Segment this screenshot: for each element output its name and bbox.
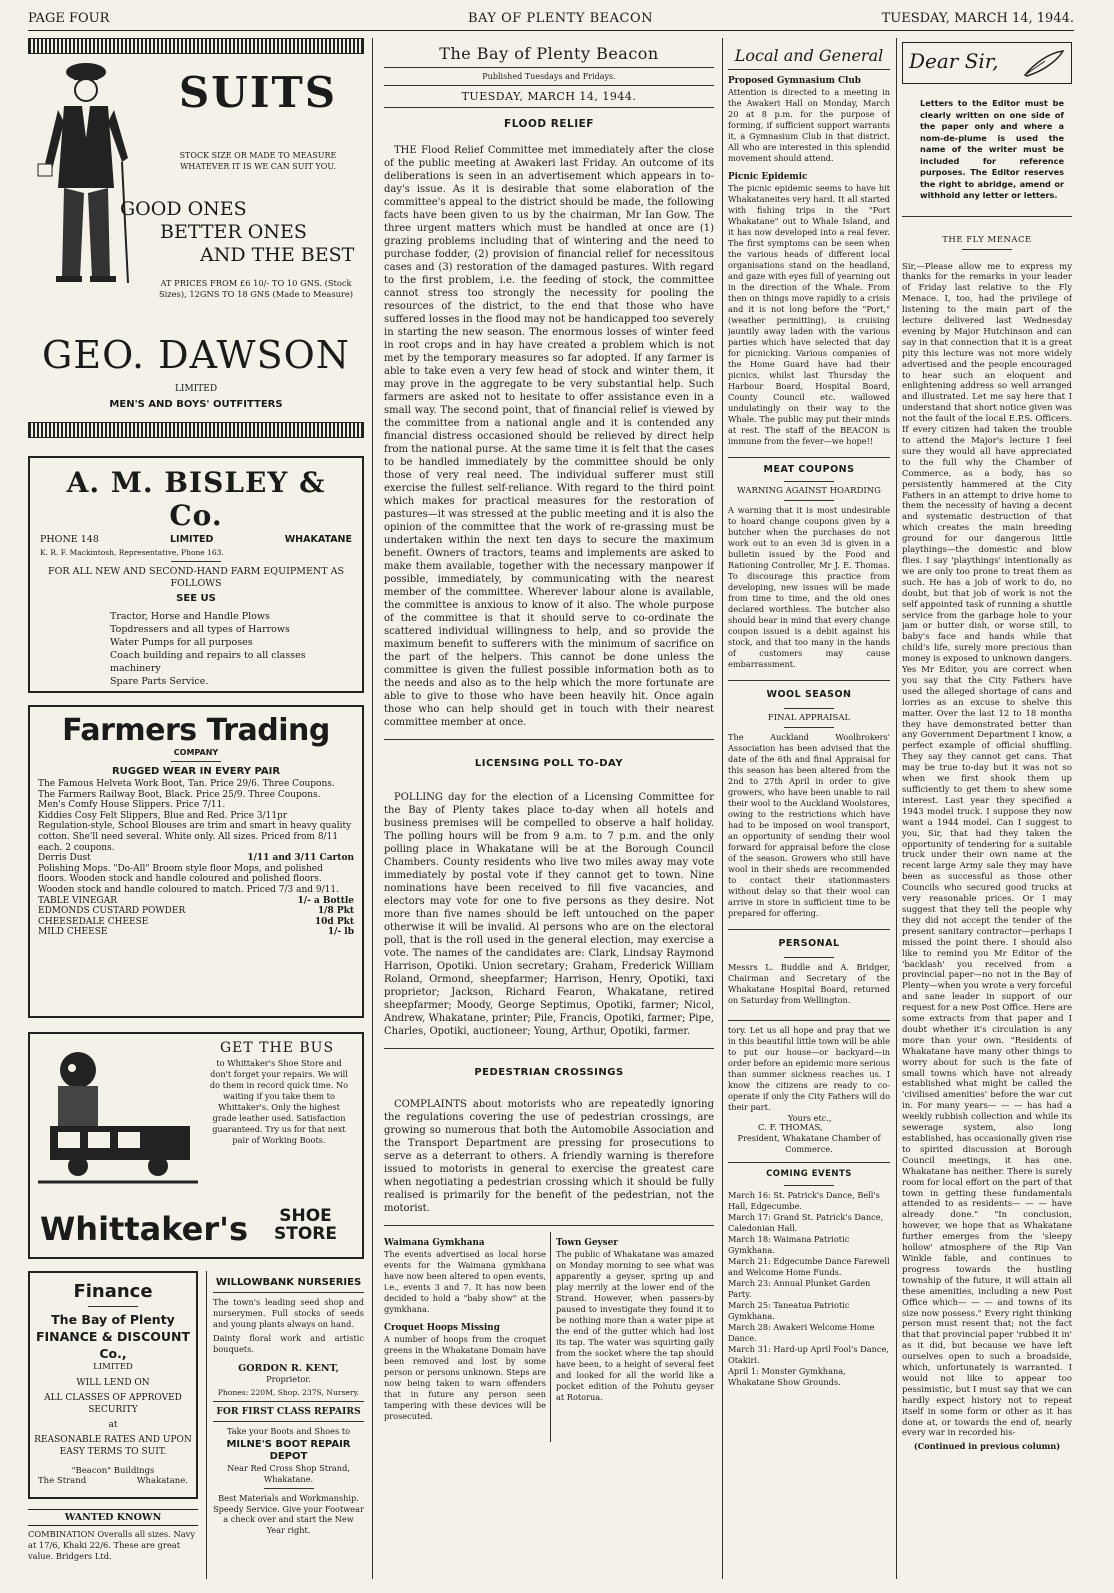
wanted-body: COMBINATION Overalls all sizes. Navy at 17/6, Khaki 22/6. These are great value. Bridgers Ltd. <box>28 1529 196 1561</box>
event-item: March 28: Awakeri Welcome Home Dance. <box>728 1322 875 1343</box>
finance-advert <box>28 1271 198 1499</box>
fly-menace-title: THE FLY MENACE <box>942 234 1032 245</box>
prices-text: AT PRICES FROM £6 10/- TO 10 GNS. (Stock Sizes), 12GNS TO 18 GNS (Made to Measure) <box>158 278 354 299</box>
gym-body: Attention is directed to a meeting in the Awakeri Hall on Monday, March 20 at 8 p.m. for the purpose of forming, if sufficient support warrants it, a Gymnasium Club in that district. All who are interested in this splendid movement should attend. <box>728 87 890 163</box>
bisley-town: WHAKATANE <box>284 534 352 545</box>
flood-relief-title: FLOOD RELIEF <box>504 118 594 130</box>
letter-signature: C. F. THOMAS, <box>758 1123 823 1133</box>
finance-title: Finance <box>73 1281 153 1302</box>
farmers-name: Farmers Trading <box>62 713 330 748</box>
bisley-rep: K. R. F. Mackintosh, Representative, Phone 163. <box>40 548 224 557</box>
column-rule <box>372 38 373 1579</box>
list-item <box>38 896 354 907</box>
continued-note: (Continued in previous column) <box>913 1441 1061 1452</box>
finance-street: The Strand <box>38 1476 87 1486</box>
willowbank-floral: Dainty floral work and artistic bouquets. <box>213 1333 364 1354</box>
list-item <box>38 906 354 917</box>
list-item: Tractor, Horse and Handle Plows <box>110 611 270 622</box>
willowbank-prop: Proprietor. <box>266 1374 311 1384</box>
meat-body: A warning that it is most undesirable to hoard change coupons given by a butcher when the purchases do not work out to an even 3d is given in a bulletin issued by the Food and Rationing Controller, Mr J. E. Thomas. To discourage this practice from developing, new issues will be made from time to time, and the old ones declared worthless. The butcher also should bear in mind that every change coupon issued is a debit against his stock, and that too many in the hands of customers may cause embarrassment. <box>728 505 890 669</box>
quill-pen-icon <box>1021 47 1067 79</box>
suits-title: SUITS <box>178 68 338 117</box>
list-item <box>38 927 354 938</box>
bisley-intro: FOR ALL NEW AND SECOND-HAND FARM EQUIPMENT AS FOLLOWS <box>48 566 344 589</box>
published-days: Published Tuesdays and Fridays. <box>482 72 616 81</box>
milne-body: Best Materials and Workmanship. Speedy Service. Give your Footwear a check over and start the New Year right. <box>213 1493 364 1535</box>
item-text: Derris Dust <box>38 853 91 864</box>
header-date: TUESDAY, MARCH 14, 1944. <box>881 11 1074 26</box>
finance-classes: ALL CLASSES OF APPROVED SECURITY <box>44 1393 182 1415</box>
fly-menace-body: Sir,—Please allow me to express my thanks for the remarks in your leader of Friday last relative to the Fly Menace. I, too, had the privilege of listening to the main part of the lecture delivered last Wednesday evening by Major Hutchinson and can say in that connection that it is a great pity this lecture was not more widely advertised and the people encouraged to hear such an eloquent and enlightening address so well arranged and illustrated. Let me say here that I understand that short notice given was not the fault of the local E.P.S. Officers. If every citizen had taken the trouble to attend the Major's lecture I feel sure they would all have appreciated to the full why the Chamber of Commerce, as a body, has so persistently hammered at the City Fathers in an attempt to drive home to them the necessity of having a decent and systematic destruction of that which creates the main breeding ground for our dangerous little playthings—the domestic and blow flies. I say 'playthings' intentionally as we are only too prone to treat them as such. He has a job of work to do, no doubt, but that job of work is not the self appointed task of running a shuttle service from the garbage hole to your jam or butter dish, or worse still, to baby's face and hands while that child's life, surely more precious than money is exposed to unknown dangers. Yes Mr Editor, you are correct when you say that the City Fathers have used the alleged shortage of cans and lorries as an excuse to shelve this matter. Over the last 12 to 18 months they have demonstrated better than any Government Department I know, a perfect example of official shuffling. They say they cannot get cans. That may be true to-day but it was not so when we first shook them up sufficiently to get them to shew some interest. Last year they specified a 1943 model truck. I suppose they now want a 1944 model. Can I suggest to you, Sir, that had they taken the opportunity of tendering for a suitable truck under their own name at the recent large Army sale they may have been as successful as those other Councils who secured good trucks at very reasonable prices. Or I may suggest that they tell the people why they did not accept the tender of the present sanitary contractor—perhaps I missed the point there. I should also like to remind you Mr Editor of the 'backlash' you received from a provincial paper—no not in the Bay of Plenty—when you wrote a very forceful and sane leader in support of our request for a new Post Office. Here are some extracts from that paper and I doubt whether it's circulation is any more than your own. "Residents of Whakatane have many other things to worry about for such is the fate of small towns which have not already established what might be called the 'civilised amenities' before the war cut in. For many years— — — has had a weekly rubbish collection and while its sewerage system, also long established, has occasionally given rise to spirited discussion at Borough Council meetings, it has one. Whakatane has neither. There is surely room for local effort on the part of that town in getting these fundamentals attended to as residents— — — have already done." "In conclusion, however, we hope that as Whakatane further emerges from the 'sleepy hollow' atmosphere of the Rip Van Winkle fable, and continues to progress towards the hustling township of the future, it will attain all these amenities, including a new Post Office which— — — and towns of its size now possess." Every right thinking person must resent that; not the fact that that provincial paper 'rubbed it in' as it did, but because we have left ourselves open to such a broadside, which, unfortunately is warranted. I would not like to appear too pessimistic, but I must say that we can hardly expect history not to repeat itself in some form or other as it has done at, or towards the end of, nearly every war in recorded his- <box>902 261 1072 1439</box>
stock-text: STOCK SIZE OR MADE TO MEASURE WHATEVER IT IS WE CAN SUIT YOU. <box>179 151 337 171</box>
list-item <box>38 864 354 896</box>
letters-note: Letters to the Editor must be clearly written on one side of the paper only and where a nom-de-plume is used the name of the writer must be included for reference purposes. The Editor reserves the right to abridge, amend or withhold any letter or letters. <box>920 98 1064 200</box>
dear-sir-banner <box>902 42 1072 84</box>
pedestrian-title: PEDESTRIAN CROSSINGS <box>474 1067 624 1078</box>
willowbank-owner: GORDON R. KENT, <box>238 1363 339 1374</box>
gym-title: Proposed Gymnasium Club <box>728 76 861 86</box>
flood-relief-body: THE Flood Relief Committee met immediately after the close of the public meeting at Awakeri last Friday. An outcome of its deliberations is seen in an advertisement which appears in to-day's issue. As it is desirable that some elaboration of the committee's appeal to the district should be made, the following facts have been given to us by the chairman, Mr Ian Gow. The three urgent matters which must be handled at once are (1) grazing problems including that of wintering and the need to purchase fodder, (2) provision of financial relief for necessitous cases and (3) restoration of the damaged pastures. With regard to the first problem, i.e. the feeding of stock, the committee cannot stress too strongly the necessity for pooling the resources of the district, to the end that those who have suffered losses in the flood may not be handicapped too severely in starting the new season. The enormous losses of winter feed in root crops and in hay have created a problem which is not met by the temporary measures so far adopted. If any farmer is able to take even a very few head of stock and winter them, it may prove in the aggregate to be very substantial help. Such farmers are asked not to hesitate to offer assistance even in a small way. The second point, that of financial relief is viewed by the committee from a national angle and it is contended any financial distress occasioned should be relieved by direct help from the national purse. At the same time it is felt that the cases to be handled immediately by the committee should be only those of very real need. The individual sufferer must still exercise the fullest self-reliance. With regard to the third point which makes for practical measures for the restoration of pastures—it was stressed at the public meeting and it is also the opinion of the committee that the work of re-grassing must be undertaken within the next ten days to secure the maximum benefit. Owners of tractors, teams and implements are asked to make them available, together with the necessary manpower if possible, immediately, by communicating with the nearest member of the committee. Wherever labour alone is available, the committee is anxious to know of it also. The whole purpose of the committee is that it should serve to co-ordinate the scattered individual willingness to help, and so provide the maximum benefit to sufferers with the minimum of sacrifice on the part of the helpers. This cannot be done unless the committee is given the fullest possible information both as to the needs and also as to the help which the more fortunate are able to give to those who have been heavily hit. Once again those who can help should get in touch with their nearest committee member at once. <box>384 145 714 728</box>
croquet-body: A number of hoops from the croquet greens in the Whakatane Domain have been removed and lost by some person or persons unknown. Steps are now being taken to warn offenders that in future any person seen tampering with these devices will be prosecuted. <box>384 1334 546 1421</box>
bisley-see: SEE US <box>176 593 216 604</box>
bisley-advert <box>28 456 364 693</box>
stripe-border <box>28 38 364 54</box>
editorial-date: TUESDAY, MARCH 14, 1944. <box>461 90 637 103</box>
finance-lend: WILL LEND ON <box>76 1378 150 1388</box>
shoe-man-icon <box>38 1042 198 1192</box>
bisley-name: A. M. BISLEY & Co. <box>66 466 326 532</box>
list-item: Coach building and repairs to all classes machinery <box>110 650 306 674</box>
list-item: Topdressers and all types of Harrows <box>110 624 290 635</box>
meat-title: MEAT COUPONS <box>763 464 855 475</box>
whittaker-store: STORE <box>274 1224 337 1244</box>
local-general-title: Local and General <box>734 46 884 65</box>
personal-body: Messrs L. Buddle and A. Bridger, Chairman and Secretary of the Whakatane Hospital Board, returned on Saturday from Wellington. <box>728 962 890 1005</box>
wool-sub: FINAL APPRAISAL <box>767 713 851 723</box>
waimana-body: The events advertised as local horse events for the Waimana gymkhana have now been altered to open events, i.e., events 3 and 7. It has now been decided to hold a "baby show" at the gymkhana. <box>384 1249 546 1314</box>
personal-title: PERSONAL <box>778 938 840 949</box>
dawson-advert <box>28 38 364 446</box>
better-ones: BETTER ONES <box>160 221 307 243</box>
good-ones: GOOD ONES <box>120 198 247 220</box>
best-ones: AND THE BEST <box>200 244 355 266</box>
farmers-list <box>38 779 354 938</box>
bisley-phone: PHONE 148 <box>40 534 99 545</box>
event-item: March 31: Hard-up April Fool's Dance, Otakiri. <box>728 1344 889 1365</box>
geyser-title: Town Geyser <box>556 1238 618 1248</box>
item-text: Polishing Mops. "Do-All" Broom style floor Mops, and polished floors. Wooden stock and handle coloured and polished floors. Wooden stock and handle coloured to match. Priced 7/3 and 9/11. <box>38 863 339 895</box>
licensing-body: POLLING day for the election of a Licensing Committee for the Bay of Plenty takes place to-day when all hotels and business premises will be compelled to observe a half holiday. The polling hours will be from 9 a.m. to 7 p.m. and the only polling place in Whakatane will be at the Borough Council Chambers. County residents who live two miles away may vote immediately by postal vote if they cannot get to town. Nine nominations have been received to fill five vacancies, and electors may vote for one to five persons as they desire. Not more than five names should be left untouched on the paper otherwise it will be invalid. Al persons who are on the electoral poll, that is the roll used in the general election, may exercise a vote. The names of the candidates are: Clark, Lindsay Raymond Harrison, Opotiki. Union secretary; Graham, Frederick William Roland, Ormond, sheepfarmer; Harrison, Henry, Opotiki, taxi proprietor; Jackson, Richard Fearon, Whakatane, retired sheepfarmer; Moody, George Septimus, Opotiki, farmer; Nicol, Andrew, Whakatane, printer; Pile, Francis, Opotiki, farmer; Pipe, Charles, Opotiki, auctioneer; Young, Arthur, Opotiki, farmer. <box>384 792 714 1037</box>
whittaker-body: to Whittaker's Shoe Store and don't forget your repairs. We will do them in record quick time. No waiting if you take them to Whittaker's. Only the highest grade leather used. Satisfaction guaranteed. Try us for that next pair of Working Boots. <box>209 1058 349 1145</box>
wool-title: WOOL SEASON <box>766 689 852 700</box>
page-header <box>28 10 1074 31</box>
masthead: The Bay of Plenty Beacon <box>439 44 659 63</box>
ads-column <box>28 38 364 1579</box>
geyser-body: The public of Whakatane was amazed on Monday morning to see what was apparently a geyser, spring up and play merrily at the lower end of the Strand. However, when passers-by paused to investigate they found it to be nothing more than a water pipe at the end of the gutter which had lost its tap. The water was squirting gaily from the socket where the tap should have been, to a height of several feet and looked for all the world like a pocket edition of the Pohutu geyser at Rotorua. <box>556 1249 714 1402</box>
event-item: March 25: Taneatua Patriotic Gymkhana. <box>728 1300 850 1321</box>
farmers-trading-advert <box>28 705 364 1018</box>
finance-name: The Bay of Plenty FINANCE & DISCOUNT Co., <box>35 1312 191 1361</box>
editorial-column <box>384 38 714 1579</box>
farmers-company: COMPANY <box>173 748 219 757</box>
pedestrian-body: COMPLAINTS about motorists who are repeatedly ignoring the regulations covering the use of pedestrian crossings, are growing so numerous that both the Automobile Association and the Transport Department are pressing for prosecutions to serve as a deterrant to others. A friendly warning is therefore issued to motorists in general to exercise the greatest care when negotiating a pedestrian crossing which it should be fully realised is primarily for the benefit of the pedestrian, not the motorist. <box>384 1099 714 1214</box>
event-item: March 18: Waimana Patriotic Gymkhana. <box>728 1234 850 1255</box>
meat-sub: WARNING AGAINST HOARDING <box>737 486 881 496</box>
list-item <box>38 790 354 801</box>
dear-sir: Dear Sir, <box>909 49 999 73</box>
whittaker-shoe: SHOE <box>279 1206 332 1226</box>
get-the-bus: GET THE BUS <box>219 1040 335 1056</box>
willowbank-title: WILLOWBANK NURSERIES <box>215 1277 362 1288</box>
milne-title: FOR FIRST CLASS REPAIRS <box>216 1406 361 1417</box>
finance-rates: REASONABLE RATES AND UPON EASY TERMS TO SUIT. <box>34 1435 192 1457</box>
event-item: March 23: Annual Plunket Garden Party. <box>728 1278 871 1299</box>
item-text: TABLE VINEGAR <box>38 895 117 906</box>
picnic-title: Picnic Epidemic <box>728 172 808 182</box>
milne-name: MILNE'S BOOT REPAIR DEPOT <box>226 1439 351 1462</box>
farmers-tagline: RUGGED WEAR IN EVERY PAIR <box>111 766 281 777</box>
croquet-title: Croquet Hoops Missing <box>384 1323 500 1333</box>
item-price: 1/8 Pkt <box>317 906 354 917</box>
list-item <box>38 800 354 811</box>
whittaker-advert <box>28 1032 364 1259</box>
willowbank-advert <box>206 1271 364 1579</box>
item-price: 1/11 and 3/11 Carton <box>247 853 354 864</box>
stripe-border <box>28 422 364 438</box>
item-price: 1/- lb <box>327 927 354 938</box>
dawson-limited: LIMITED <box>174 384 218 394</box>
paper-name: BAY OF PLENTY BEACON <box>468 11 653 26</box>
wool-body: The Auckland Woolbrokers' Association has been advised that the date of the 6th and final Appraisal for this season has been altered from the 2nd to 27th April in order to give growers, who have been unable to rail their wool to the Auckland Woolstores, owing to the restrictions which have had to be imposed on wool transport, an opportunity of sending their wool forward for appraisal before the close of the season. Growers who still have wool in their sheds are recommended to contact their stationmasters without delay so that their wool can arrive in store in sufficient time to be prepared for offering. <box>728 732 890 918</box>
local-general-column <box>728 38 890 1579</box>
finance-limited: LIMITED <box>93 1362 133 1372</box>
list-item <box>38 853 354 864</box>
finance-town: Whakatane. <box>136 1476 188 1486</box>
events-list <box>728 1190 890 1388</box>
events-title: COMING EVENTS <box>766 1169 852 1179</box>
event-item: March 21: Edgecumbe Dance Farewell and Welcome Home Funds. <box>728 1256 890 1277</box>
event-item: March 17: Grand St. Patrick's Dance, Caledonian Hall. <box>728 1212 884 1233</box>
letters-column <box>902 38 1072 1579</box>
willowbank-body: The town's leading seed shop and nurserymen. Full stocks of seeds and young plants always on hand. <box>213 1297 364 1329</box>
letter-role: President, Whakatane Chamber of Commerce. <box>737 1133 881 1154</box>
item-price: 1/- a Bottle <box>297 895 354 906</box>
man-in-suit-icon <box>36 58 136 293</box>
finance-bldg: "Beacon" Buildings <box>71 1466 155 1476</box>
item-text: The Famous Helveta Work Boot, Tan. Price 29/6. Three Coupons. <box>38 779 335 789</box>
item-text: Men's Comfy House Slippers. Price 7/11. <box>38 800 226 811</box>
column-rule <box>896 38 897 1579</box>
outfitters-text: MEN'S AND BOYS' OUTFITTERS <box>109 399 283 410</box>
dawson-brand: GEO. DAWSON <box>41 333 351 377</box>
milne-addr: Near Red Cross Shop Strand, Whakatane. <box>227 1463 350 1484</box>
list-item <box>38 917 354 928</box>
list-item: Spare Parts Service. <box>110 676 209 687</box>
willowbank-phones: Phones: 220M, Shop. 237S, Nursery. <box>217 1388 360 1397</box>
bisley-list <box>40 610 352 688</box>
wanted-title: WANTED KNOWN <box>28 1509 198 1526</box>
item-text: Kiddies Cosy Felt Slippers, Blue and Red. Price 3/11pr <box>38 810 288 821</box>
letter-yours: Yours etc., <box>788 1113 832 1123</box>
milne-take: Take your Boots and Shoes to <box>226 1426 351 1436</box>
list-item <box>38 811 354 822</box>
item-price: 10d Pkt <box>314 916 354 927</box>
licensing-title: LICENSING POLL TO-DAY <box>474 758 624 769</box>
whittaker-name: Whittaker's <box>40 1210 248 1248</box>
wanted-advert <box>28 1509 198 1562</box>
event-item: April 1: Monster Gymkhana, Whakatane Show Grounds. <box>728 1366 846 1387</box>
picnic-body: The picnic epidemic seems to have hit Whakataneites very hard. It all started with fishing trips in the "Port Whakatane" out to Whale Island, and it has now developed into a real fever. The first symptoms can be seen when the various heads of different local organisations stand on the headland, and gaze with eyes full of yearning out in the direction of the Whale. From then on things move rapidly to a crisis and it is not long before the "Port," (weather permitting), is cruising jauntily away laden with the various parties which have selected that day for picnicking. Various companies of the Home Guard have had their picnics, whilst last Thursday the Harbour Board, Hospital Board, County Council etc. wallowed undulatingly on their way to the Whale. The public may put their minds at rest. The staff of the BEACON is immune from the fever—we hope!! <box>728 183 890 446</box>
item-text: EDMONDS CUSTARD POWDER <box>38 906 186 917</box>
letter-end-body: tory. Let us all hope and pray that we in this beautiful little town will be able to put our house—or backyard—in order before an epidemic more serious than summer sickness reaches us. I know the citizens are ready to co-operate if only the City Fathers will do their part. <box>728 1025 890 1112</box>
list-item: Water Pumps for all purposes <box>110 637 253 648</box>
item-text: CHEESEDALE CHEESE <box>38 916 149 927</box>
bisley-limited: LIMITED <box>170 534 214 545</box>
finance-at: at <box>108 1420 118 1430</box>
item-text: The Farmers Railway Boot, Black. Price 25/9. Three Coupons. <box>38 789 321 800</box>
page-number: PAGE FOUR <box>28 11 110 26</box>
waimana-title: Waimana Gymkhana <box>384 1238 485 1248</box>
list-item <box>38 821 354 853</box>
list-item <box>38 779 354 790</box>
item-text: Regulation-style, School Blouses are trim and smart in heavy quality cotton. She'll need several. White only. All sizes. Priced from 8/11 each. 2 coupons. <box>38 821 352 853</box>
event-item: March 16: St. Patrick's Dance, Bell's Hall, Edgecumbe. <box>728 1190 880 1211</box>
column-rule <box>722 38 723 1579</box>
item-text: MILD CHEESE <box>38 927 108 938</box>
